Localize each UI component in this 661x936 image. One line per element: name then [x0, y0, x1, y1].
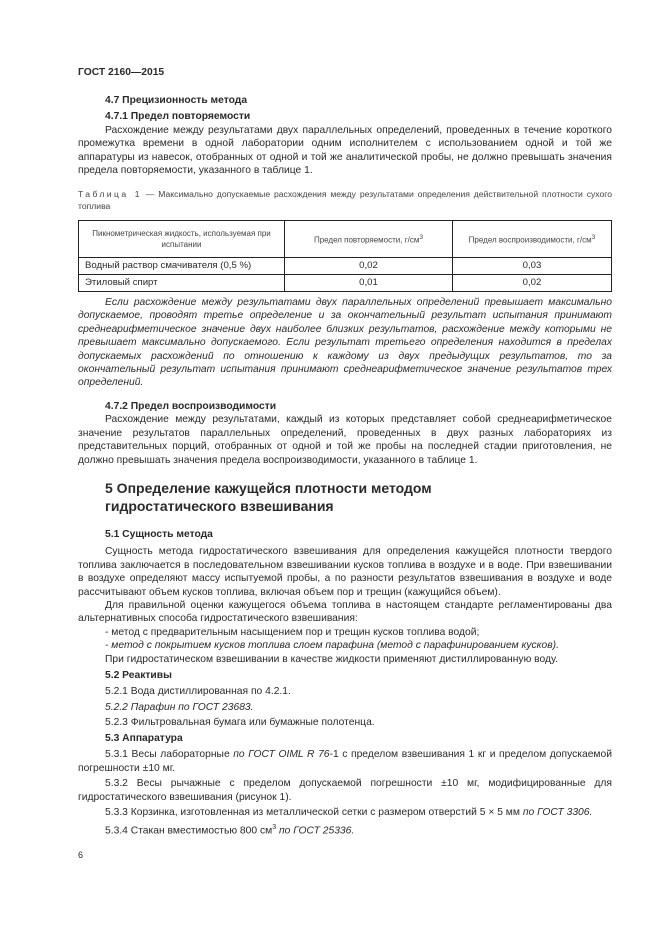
section-4-7-2: [78, 400, 612, 467]
list-item: - метод с покрытием кусков топлива слоем парафина (метод с парафинированием кусков).: [105, 640, 559, 652]
table-header-row: [79, 221, 612, 258]
section-5-2: [78, 669, 612, 730]
table-cell: Этиловый спирт: [79, 275, 285, 292]
paragraph: 5.3.4 Стакан вместимостью 800 $см^3$ по ГОСТ 25336.: [105, 824, 355, 837]
document-id: ГОСТ 2160—2015: [78, 67, 165, 78]
table-cell: Водный раствор смачивателя (0,5 %): [79, 258, 285, 275]
paragraph: 5.3.2 Весы рычажные с пределом допускаемой погрешности ±10 мг, модифицированные для гидростатического взвешивания (рисунок 1).: [78, 778, 612, 803]
subsection-title: 5.2 Реактивы: [105, 670, 172, 681]
table-cell: 0,02: [285, 258, 453, 275]
paragraph: 5.2.2 Парафин по ГОСТ 23683.: [105, 701, 254, 713]
subsection-title: 4.7.2 Предел воспроизводимости: [105, 401, 277, 412]
table-row: [79, 275, 612, 292]
section-4-7: [78, 94, 612, 177]
section-title: 4.7 Прецизионность метода: [105, 95, 248, 106]
section-5-1: [78, 528, 612, 666]
paragraph: 5.2.3 Фильтровальная бумага или бумажные полотенца.: [105, 717, 375, 729]
subsection-title: 5.1 Сущность метода: [105, 529, 213, 540]
italic-note: [78, 296, 612, 390]
paragraph: Расхождение между результатами, каждый из которых представляет собой среднеарифметическое значение результатов параллельных определений, проведенных в двух разных лабораториях из представительных порций, отобранных от одной и той же пробы на последней стадии приготовления, не должно превышать значения предела воспроизводимости, указанного в таблице 1.: [78, 414, 612, 466]
paragraph: Для правильной оценки кажущегося объема топлива в настоящем стандарте регламентированы два альтернативных способа гидростатического взвешивания:: [78, 600, 612, 625]
column-header: Пикнометрическая жидкость, используемая при испытании: [79, 221, 285, 258]
table-caption-text: — Максимально допускаемые расхождения между результатами определения действительной плотности сухого топлива: [78, 189, 612, 211]
table-1: [78, 220, 612, 292]
paragraph: 5.2.1 Вода дистиллированная по 4.2.1.: [105, 686, 291, 698]
table-cell: 0,03: [453, 258, 612, 275]
table-cell: 0,01: [285, 275, 453, 292]
paragraph: Если расхождение между результатами двух параллельных определений превышает максимально допускаемое, проводят третье определение и за окончательный результат испытания принимают среднеарифметическое значение двух наиболее близких результатов, расхождение между которыми не превышает максимально допускаемого. Если результат третьего определения находится в пределах допускаемых расхождений по отношению к каждому из двух предыдущих результатов, то за окончательный результат испытания принимают среднеарифметическое значение результатов трех определений.: [78, 297, 612, 389]
section-5-3: [78, 732, 612, 838]
table-cell: 0,02: [453, 275, 612, 292]
list-item: - метод с предварительным насыщением пор и трещин кусков топлива водой;: [105, 626, 480, 638]
subsection-title: 4.7.1 Предел повторяемости: [105, 111, 251, 123]
section-title: 5 Определение кажущейся плотности методом гидростатического взвешивания: [105, 480, 432, 514]
table-row: [79, 258, 612, 275]
column-header: Предел воспроизводимости, $г/см^3$: [453, 221, 612, 258]
paragraph: 5.3.1 Весы лабораторные по ГОСТ OIML R 76-1 с пределом взвешивания 1 кг и пределом допускаемой погрешности ±10 мг.: [78, 749, 612, 774]
table-caption-label: Таблица 1: [78, 189, 142, 199]
subsection-title: 5.3 Аппаратура: [105, 733, 183, 744]
column-header: Предел повторяемости, $г/см^3$: [285, 221, 453, 258]
paragraph: Сущность метода гидростатического взвешивания для определения кажущейся плотности твердого топлива заключается в последовательном взвешивании кусков топлива в воздухе и в воде. При взвешивании в воздухе определяют массу испытуемой пробы, а по разности результатов взвешивания в воздухе и воде рассчитывают объем кусков топлива, включая объем пор и трещин (кажущийся объем).: [78, 546, 612, 598]
table-caption: [78, 188, 612, 212]
page-number: 6: [78, 850, 84, 860]
paragraph: 5.3.3 Корзинка, изготовленная из металлической сетки с размером отверстий 5 × 5 мм по ГОСТ 3306.: [105, 807, 593, 819]
paragraph: При гидростатическом взвешивании в качестве жидкости применяют дистиллированную воду.: [105, 653, 559, 665]
paragraph: Расхождение между результатами двух параллельных определений, проведенных в течение короткого промежутка времени в одной лаборатории одним исполнителем с использованием одной и той же аппаратуры из навесок, отобранных от одной и той же аналитической пробы, не должно превышать значения предела повторяемости, указанного в таблице 1.: [78, 124, 612, 177]
section-5: [78, 479, 612, 515]
